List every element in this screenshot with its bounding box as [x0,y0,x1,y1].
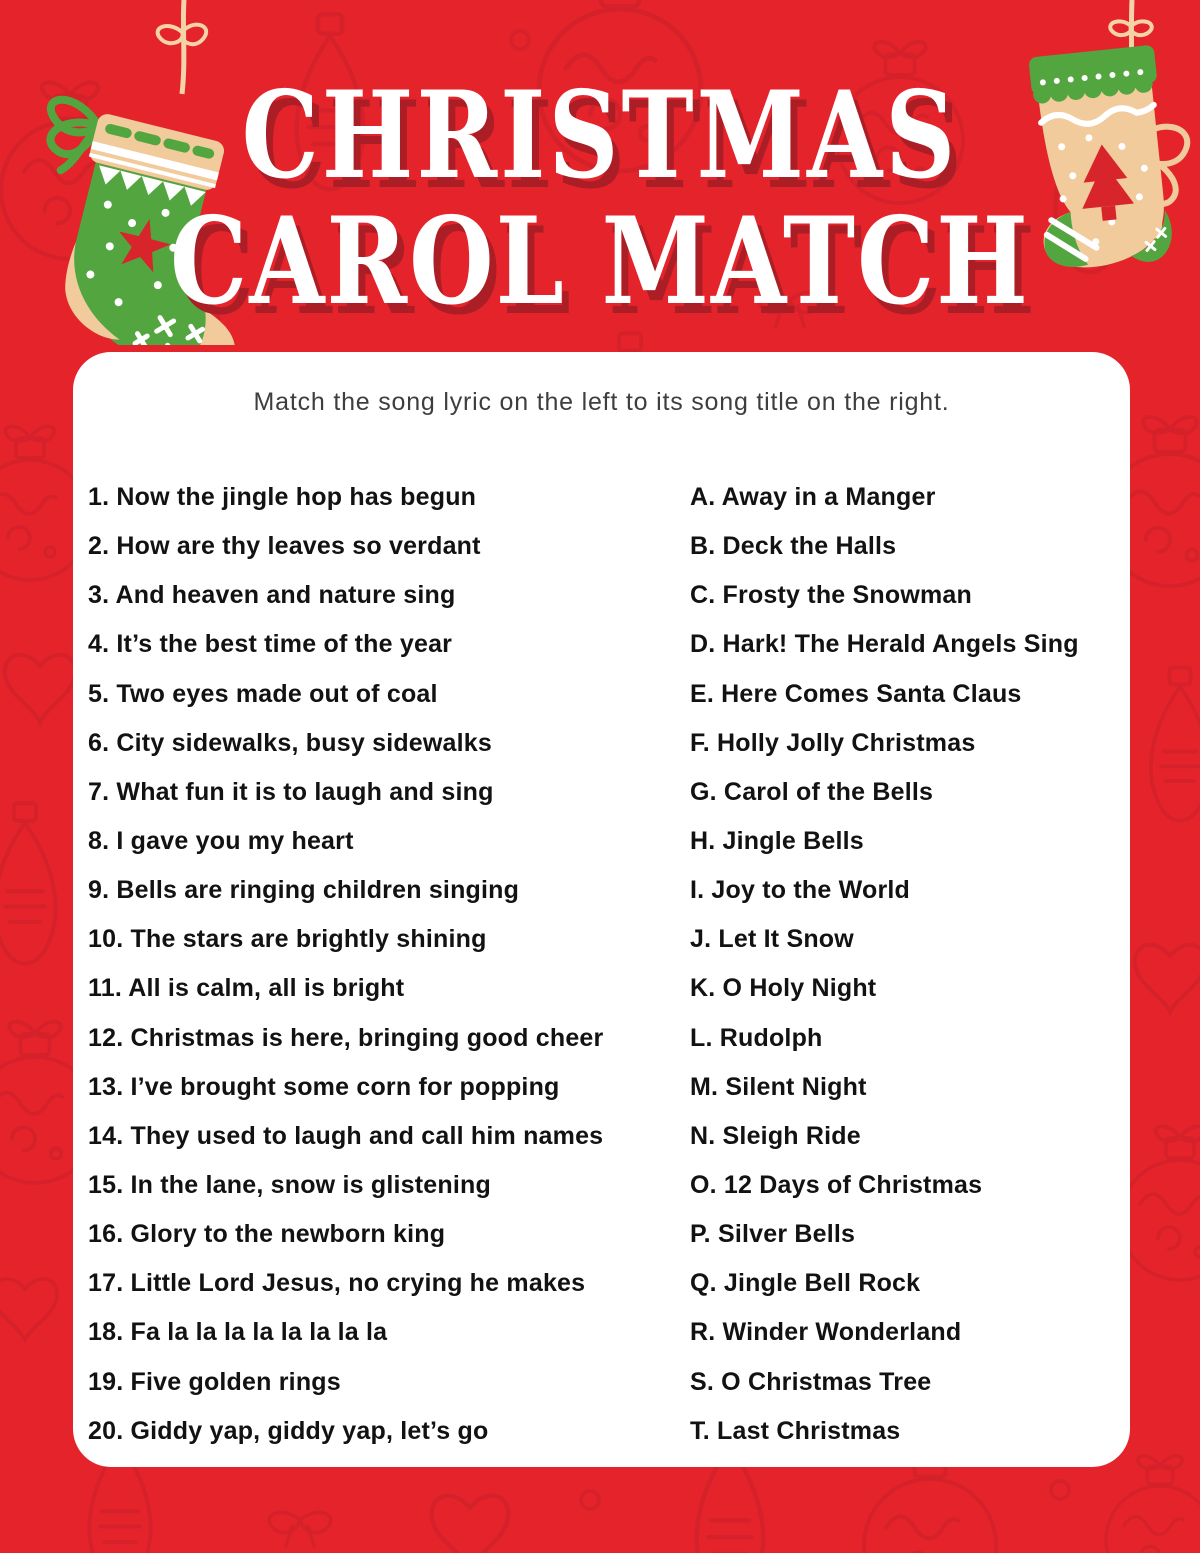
lyric-item: 1. Now the jingle hop has begun [88,483,477,511]
lyric-item: 17. Little Lord Jesus, no crying he makes [88,1269,586,1298]
song-title-item: O. 12 Days of Christmas [690,1170,983,1199]
lyric-item: 10. The stars are brightly shining [88,925,487,954]
song-titles-column [690,473,1079,1456]
lyric-item: 14. They used to laugh and call him names [88,1121,604,1150]
song-title-item: B. Deck the Halls [690,532,897,561]
lyrics-column [88,473,603,1456]
lyric-item: 19. Five golden rings [88,1367,341,1396]
lyric-item: 11. All is calm, all is bright [88,974,405,1003]
lyric-item: 20. Giddy yap, giddy yap, let’s go [88,1416,489,1445]
song-title-item: J. Let It Snow [690,925,854,954]
song-title-item: F. Holly Jolly Christmas [690,728,976,757]
song-title-item: R. Winder Wonderland [690,1318,962,1347]
song-title-item: E. Here Comes Santa Claus [690,679,1022,708]
title-line-1: CHRISTMAS [241,64,959,206]
song-title-item: C. Frosty the Snowman [690,581,973,610]
lyric-item: 2. How are thy leaves so verdant [88,532,481,561]
song-title-item: L. Rudolph [690,1023,823,1052]
lyric-item: 9. Bells are ringing children singing [88,876,520,905]
worksheet-card [73,352,1130,1467]
song-title-item: P. Silver Bells [690,1220,856,1249]
song-title-item: G. Carol of the Bells [690,777,934,806]
lyric-item: 5. Two eyes made out of coal [88,679,438,708]
lyric-item: 16. Glory to the newborn king [88,1220,446,1249]
lyric-item: 15. In the lane, snow is glistening [88,1170,491,1199]
song-title-item: Q. Jingle Bell Rock [690,1269,921,1298]
song-title-item: A. Away in a Manger [690,483,936,511]
song-title-item: S. O Christmas Tree [690,1367,932,1396]
song-title-item: M. Silent Night [690,1072,867,1101]
song-title-item: H. Jingle Bells [690,826,864,855]
lyric-item: 7. What fun it is to laugh and sing [88,777,494,806]
title-line-2: CAROL MATCH [170,190,1030,332]
lyric-item: 3. And heaven and nature sing [88,581,456,610]
lyric-item: 13. I’ve brought some corn for popping [88,1072,560,1101]
instructions-text: Match the song lyric on the left to its song title on the right. [253,388,950,416]
song-title-item: N. Sleigh Ride [690,1121,861,1150]
lyric-item: 8. I gave you my heart [88,826,354,855]
song-title-item: K. O Holy Night [690,974,877,1003]
lyric-item: 4. It’s the best time of the year [88,630,453,659]
lyric-item: 6. City sidewalks, busy sidewalks [88,728,493,757]
song-title-item: D. Hark! The Herald Angels Sing [690,630,1079,659]
lyric-item: 12. Christmas is here, bringing good cheer [88,1023,604,1052]
song-title-item: T. Last Christmas [690,1416,901,1445]
lyric-item: 18. Fa la la la la la la la la [88,1318,388,1347]
song-title-item: I. Joy to the World [690,876,911,905]
